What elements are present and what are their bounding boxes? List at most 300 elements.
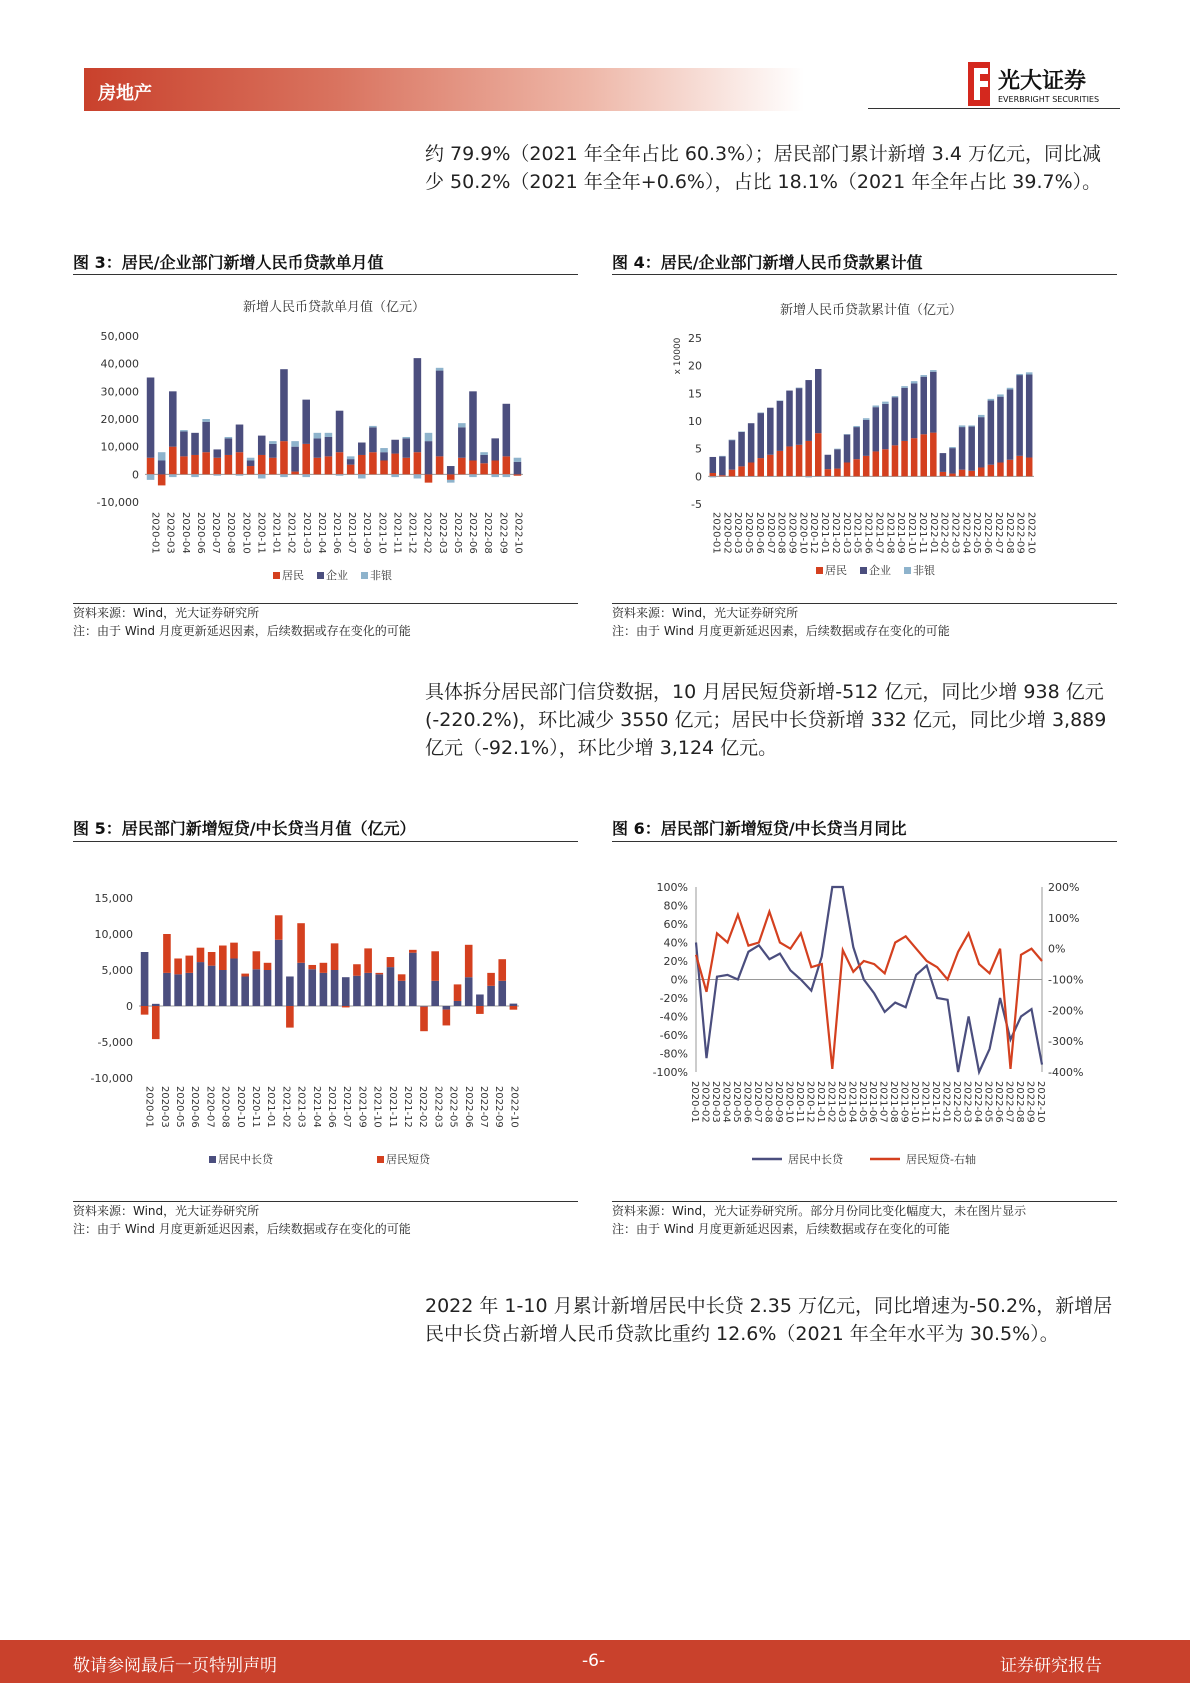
bar-居民-2020-09	[786, 446, 793, 476]
y-tick-label: 0	[126, 1000, 133, 1013]
x-tick-label: 2020-07	[204, 1086, 216, 1128]
bar-居民-2020-11	[805, 441, 812, 476]
bar-居民-2020-04	[738, 466, 745, 476]
bar-居民短贷-2022-02	[420, 1007, 428, 1031]
x-tick-label: 2022-09	[1014, 512, 1026, 554]
legend-label: 居民	[825, 564, 847, 577]
y-tick-label: 20	[688, 359, 702, 373]
x-tick-label: 2020-08	[775, 512, 787, 554]
bar-居民短贷-2022-05	[454, 984, 462, 1001]
x-tick-label: 2021-03	[835, 1081, 847, 1123]
bar-非银-2021-12	[402, 437, 410, 438]
bar-企业-2022-08	[491, 438, 499, 460]
x-tick-label: 2021-07	[873, 512, 885, 554]
bar-非银-2022-10	[514, 458, 522, 462]
bar-居民-2021-11	[920, 434, 927, 476]
x-tick-label: 2022-01	[927, 512, 939, 554]
x-tick-label: 2022-06	[982, 512, 994, 554]
bar-企业-2020-08	[777, 401, 784, 451]
bar-非银-2020-02	[158, 452, 166, 460]
fig4-title: 图 4：居民/企业部门新增人民币贷款累计值	[612, 253, 923, 272]
bar-居民中长贷-2022-07	[476, 994, 484, 1006]
x-tick-label: 2022-06	[993, 1081, 1005, 1123]
paragraph-1-line-2: 少 50.2%（2021 年全年+0.6%），占比 18.1%（2021 年全年占比 39.7%）。	[425, 171, 1102, 193]
bar-非银-2020-09	[786, 476, 793, 477]
bar-居民中长贷-2022-05	[454, 1001, 462, 1006]
bar-居民-2020-11	[258, 455, 266, 474]
x-tick-label: 2022-06	[467, 512, 479, 554]
bar-非银-2020-04	[180, 430, 188, 431]
x-tick-label: 2021-11	[916, 512, 928, 554]
bar-居民-2021-06	[873, 451, 880, 476]
fig6-title: 图 6：居民部门新增短贷/中长贷当月同比	[612, 819, 907, 838]
bar-非银-2020-09	[236, 474, 244, 475]
x-tick-label: 2021-05	[856, 1081, 868, 1123]
bar-非银-2020-08	[225, 437, 233, 438]
legend-label: 企业	[869, 564, 891, 577]
x-tick-label: 2021-10	[371, 1086, 383, 1128]
x-tick-label: 2020-11	[793, 1081, 805, 1123]
x-tick-label: 2021-03	[840, 512, 852, 554]
bar-居民-2020-12	[269, 458, 277, 475]
bar-非银-2022-01	[414, 474, 422, 478]
x-tick-label: 2021-09	[356, 1086, 368, 1128]
bar-非银-2021-10	[911, 381, 918, 383]
x-tick-label: 2021-04	[315, 512, 327, 554]
x-tick-label: 2020-02	[699, 1081, 711, 1123]
fig3-chart	[73, 286, 578, 596]
bar-居民短贷-2020-06	[197, 948, 205, 962]
x-tick-label: 2022-03	[949, 512, 961, 554]
bar-居民-2022-04	[447, 474, 455, 480]
bar-居民-2022-06	[988, 465, 995, 477]
x-tick-label: 2022-06	[462, 1086, 474, 1128]
x-tick-label: 2020-07	[764, 512, 776, 554]
fig3-note: 注：由于 Wind 月度更新延迟因素，后续数据或存在变化的可能	[73, 624, 411, 638]
bar-居民-2020-02	[719, 475, 726, 476]
bar-居民-2021-01	[280, 441, 288, 474]
y-tick-label: -5	[691, 498, 702, 511]
y-tick-label: 10	[688, 415, 702, 428]
footer-report-type: 证券研究报告	[1000, 1656, 1102, 1676]
y-left-tick-label: 100%	[656, 881, 688, 894]
bar-居民-2021-07	[347, 465, 355, 475]
bar-居民短贷-2021-02	[286, 1006, 294, 1028]
bar-非银-2022-08	[491, 474, 499, 477]
bar-企业-2021-03	[302, 400, 310, 444]
y-left-tick-label: -80%	[659, 1047, 688, 1061]
bar-非银-2020-06	[202, 419, 210, 422]
legend-label: 非银	[370, 569, 392, 582]
x-tick-label: 2022-04	[972, 1081, 984, 1123]
section-title: 房地产	[98, 83, 152, 104]
bar-居民中长贷-2021-02	[286, 976, 294, 1006]
y-right-tick-label: 200%	[1048, 881, 1080, 894]
bar-非银-2021-11	[391, 474, 399, 477]
bar-企业-2022-08	[1007, 389, 1014, 459]
legend-swatch-居民短贷	[377, 1156, 384, 1163]
x-tick-label: 2021-12	[406, 512, 418, 554]
legend-swatch-居民中长贷	[209, 1156, 216, 1163]
bar-居民-2020-03	[169, 447, 177, 475]
bar-居民短贷-2021-07	[342, 1006, 350, 1007]
x-tick-label: 2021-10	[909, 1081, 921, 1123]
bar-非银-2022-09	[503, 474, 511, 477]
bar-居民中长贷-2021-11	[387, 967, 395, 1006]
bar-企业-2021-08	[892, 397, 899, 445]
bar-企业-2021-04	[314, 438, 322, 457]
fig3-top-rule	[73, 274, 578, 275]
x-tick-label: 2022-07	[992, 512, 1004, 554]
bar-企业-2020-12	[815, 369, 822, 433]
y-tick-label: 10,000	[94, 928, 133, 941]
x-tick-label: 2020-01	[143, 1086, 155, 1128]
x-tick-label: 2021-11	[386, 1086, 398, 1128]
bar-居民-2021-02	[834, 469, 841, 477]
logo-cn: 光大证券	[998, 69, 1087, 94]
x-tick-label: 2022-10	[508, 1086, 520, 1128]
x-tick-label: 2020-06	[189, 1086, 201, 1128]
bar-居民中长贷-2021-07	[342, 977, 350, 1006]
bar-居民中长贷-2021-03	[297, 963, 305, 1006]
bar-居民中长贷-2022-02	[420, 1006, 428, 1007]
y-unit-label: x 10000	[673, 337, 683, 375]
bar-企业-2021-10	[380, 452, 388, 460]
bar-非银-2022-07	[480, 452, 488, 455]
bar-居民中长贷-2022-06	[465, 977, 473, 1006]
bar-居民-2021-02	[291, 472, 299, 475]
bar-居民-2022-09	[503, 456, 511, 474]
x-tick-label: 2020-12	[804, 1081, 816, 1123]
bar-非银-2021-12	[930, 370, 937, 372]
bar-企业-2020-06	[757, 413, 764, 458]
bar-企业-2022-02	[949, 448, 956, 473]
x-tick-label: 2021-12	[930, 1081, 942, 1123]
bar-非银-2022-02	[949, 447, 956, 448]
fig4-top-rule	[612, 274, 1117, 275]
bar-居民-2021-03	[844, 463, 851, 477]
bar-非银-2021-01	[825, 476, 832, 477]
bar-居民-2022-10	[514, 474, 522, 475]
bar-居民-2021-04	[853, 459, 860, 476]
bar-居民-2020-08	[777, 451, 784, 476]
bar-居民中长贷-2021-01	[275, 940, 283, 1006]
legend-swatch-企业	[317, 572, 324, 579]
x-tick-label: 2022-02	[417, 1086, 429, 1128]
bar-非银-2022-06	[469, 474, 477, 477]
bar-居民-2022-09	[1016, 456, 1023, 476]
y-tick-label: 5	[695, 442, 702, 456]
bar-企业-2021-06	[873, 407, 880, 451]
bar-非银-2022-10	[1026, 372, 1033, 374]
x-tick-label: 2020-04	[179, 512, 191, 554]
bar-非银-2020-10	[247, 458, 255, 461]
y-left-tick-label: 0%	[670, 973, 688, 987]
bar-企业-2020-07	[213, 449, 221, 457]
bar-非银-2022-03	[436, 368, 444, 371]
bar-企业-2022-09	[503, 404, 511, 457]
x-tick-label: 2022-03	[436, 512, 448, 554]
paragraph-2-line-3: 亿元（-92.1%），环比少增 3,124 亿元。	[425, 737, 778, 759]
bar-居民短贷-2020-12	[264, 963, 272, 970]
bar-非银-2021-03	[302, 474, 310, 477]
bar-居民-2021-06	[336, 452, 344, 474]
x-tick-label: 2021-06	[331, 512, 342, 554]
bar-居民-2022-02	[949, 474, 956, 477]
paragraph-2-line-2: (-220.2%)，环比减少 3550 亿元；居民中长贷新增 332 亿元，同比少增 3,889	[425, 709, 1107, 731]
bar-居民-2020-04	[180, 456, 188, 474]
bar-企业-2020-03	[729, 440, 736, 470]
paragraph-3-line-2: 民中长贷占新增人民币贷款比重约 12.6%（2021 年全年水平为 30.5%）。	[425, 1323, 1059, 1345]
y-right-tick-label: -300%	[1048, 1035, 1084, 1049]
x-tick-label: 2021-05	[851, 512, 863, 554]
bar-企业-2020-10	[796, 388, 803, 445]
bar-企业-2021-03	[844, 434, 851, 462]
footer-disclaimer: 敬请参阅最后一页特别声明	[73, 1656, 277, 1676]
x-tick-label: 2020-10	[240, 512, 252, 554]
bar-企业-2021-07	[347, 459, 355, 465]
bar-居民-2020-06	[202, 452, 210, 474]
paragraph-1	[425, 140, 1117, 196]
x-tick-label: 2021-12	[402, 1086, 413, 1128]
y-right-tick-label: 0%	[1048, 942, 1066, 956]
x-tick-label: 2022-10	[1035, 1081, 1046, 1123]
bar-企业-2022-04	[968, 427, 975, 471]
x-tick-label: 2022-05	[451, 512, 463, 554]
bar-企业-2022-01	[414, 358, 422, 452]
bar-企业-2021-11	[920, 377, 927, 435]
x-tick-label: 2020-04	[720, 1081, 732, 1123]
logo-en: EVERBRIGHT SECURITIES	[998, 95, 1100, 104]
fig5-note: 注：由于 Wind 月度更新延迟因素，后续数据或存在变化的可能	[73, 1222, 411, 1236]
bar-居民短贷-2022-06	[465, 945, 473, 977]
bar-居民短贷-2022-07	[476, 1006, 484, 1014]
header-rule	[868, 108, 1120, 109]
bar-居民中长贷-2020-05	[185, 973, 193, 1006]
bar-居民-2021-12	[930, 433, 937, 477]
x-tick-label: 2020-10	[797, 512, 809, 554]
bar-居民-2020-08	[225, 455, 233, 474]
bar-居民短贷-2021-04	[308, 965, 316, 969]
bar-居民短贷-2020-10	[241, 974, 249, 977]
x-tick-label: 2020-03	[158, 1086, 170, 1128]
bar-企业-2021-12	[402, 438, 410, 457]
bar-非银-2020-12	[815, 476, 822, 477]
bar-居民-2021-05	[325, 456, 333, 474]
x-tick-label: 2020-08	[225, 512, 237, 554]
x-tick-label: 2022-07	[1003, 1081, 1015, 1123]
x-tick-label: 2020-09	[786, 512, 798, 554]
bar-居民-2022-06	[469, 461, 477, 475]
y-tick-label: 30,000	[100, 385, 139, 399]
x-tick-label: 2021-10	[906, 512, 918, 554]
bar-企业-2022-07	[480, 455, 488, 463]
bar-企业-2020-07	[767, 408, 774, 455]
bar-非银-2021-07	[347, 456, 355, 459]
y-tick-label: 5,000	[101, 964, 133, 977]
bar-居民中长贷-2021-08	[353, 976, 361, 1006]
x-tick-label: 2021-08	[884, 512, 896, 554]
bar-非银-2021-04	[314, 433, 322, 439]
bar-居民-2021-05	[863, 456, 870, 476]
bar-企业-2020-10	[247, 461, 255, 467]
fig6-top-rule	[612, 841, 1117, 842]
x-tick-label: 2020-07	[210, 512, 222, 554]
x-tick-label: 2022-10	[512, 512, 524, 554]
bar-非银-2021-05	[863, 418, 870, 420]
bar-非银-2020-05	[748, 476, 755, 477]
bar-居民-2022-07	[997, 463, 1004, 477]
fig4-chart	[612, 286, 1117, 596]
legend-swatch-居民	[273, 572, 280, 579]
bar-企业-2021-12	[930, 372, 937, 433]
legend-swatch-非银	[361, 572, 368, 579]
bar-居民中长贷-2021-10	[375, 974, 383, 1006]
fig3-title: 图 3：居民/企业部门新增人民币贷款单月值	[73, 253, 384, 272]
bar-居民中长贷-2021-09	[364, 973, 372, 1006]
bar-居民短贷-2021-05	[320, 963, 328, 973]
x-tick-label: 2022-09	[1024, 1081, 1036, 1123]
bar-居民中长贷-2020-04	[174, 974, 182, 1006]
x-tick-label: 2021-02	[280, 1086, 292, 1128]
bar-居民-2022-08	[1007, 460, 1014, 477]
bar-企业-2020-05	[748, 423, 755, 462]
x-tick-label: 2022-08	[482, 512, 494, 554]
bar-居民短贷-2021-01	[275, 915, 283, 939]
bar-居民-2022-05	[978, 467, 985, 476]
fig4-source: 资料来源：Wind，光大证券研究所	[612, 606, 799, 620]
bar-企业-2022-03	[959, 427, 966, 470]
legend-swatch-企业	[860, 567, 867, 574]
bar-居民中长贷-2020-06	[197, 962, 205, 1006]
page-footer	[0, 1640, 1190, 1683]
bar-企业-2021-01	[825, 455, 832, 469]
x-tick-label: 2022-05	[982, 1081, 994, 1123]
x-tick-label: 2022-09	[493, 1086, 505, 1128]
bar-居民-2022-01	[940, 472, 947, 476]
bar-居民-2021-12	[402, 458, 410, 475]
x-tick-label: 2021-11	[391, 512, 403, 554]
bar-非银-2021-06	[336, 474, 344, 475]
bar-企业-2021-07	[882, 404, 889, 449]
bar-居民短贷-2021-03	[297, 923, 305, 963]
bar-非银-2020-07	[767, 476, 774, 477]
x-tick-label: 2021-08	[888, 1081, 900, 1123]
bar-居民中长贷-2022-08	[487, 986, 495, 1006]
bar-企业-2020-09	[786, 391, 793, 447]
x-tick-label: 2021-01	[270, 512, 282, 554]
fig5-chart	[73, 860, 578, 1170]
bar-居民中长贷-2022-01	[409, 953, 417, 1006]
x-tick-label: 2020-09	[772, 1081, 784, 1123]
bar-企业-2021-09	[369, 427, 377, 452]
x-tick-label: 2021-02	[829, 512, 841, 554]
bar-居民-2022-01	[414, 452, 422, 474]
x-tick-label: 2021-09	[895, 512, 907, 554]
x-tick-label: 2021-06	[862, 512, 874, 554]
bar-非银-2020-07	[213, 474, 221, 475]
bar-非银-2021-09	[901, 386, 908, 388]
bar-非银-2021-08	[892, 396, 899, 397]
x-tick-label: 2020-05	[743, 512, 755, 554]
bar-居民-2021-10	[380, 461, 388, 475]
bar-居民-2020-01	[147, 458, 155, 475]
x-tick-label: 2020-01	[710, 512, 722, 554]
x-tick-label: 2021-02	[285, 512, 297, 554]
paragraph-3	[425, 1292, 1117, 1348]
x-tick-label: 2021-03	[300, 512, 312, 554]
bar-企业-2020-06	[202, 422, 210, 452]
bar-企业-2020-09	[236, 425, 244, 453]
y-tick-label: -5,000	[97, 1036, 133, 1049]
bar-居民中长贷-2020-01	[141, 952, 149, 1006]
bar-居民短贷-2020-02	[152, 1006, 160, 1039]
bar-居民-2021-10	[911, 438, 918, 476]
bar-居民中长贷-2020-11	[253, 969, 261, 1006]
bar-非银-2022-02	[425, 433, 433, 441]
x-tick-label: 2022-02	[938, 512, 950, 554]
bar-非银-2020-03	[729, 440, 736, 441]
bar-企业-2021-04	[853, 427, 860, 459]
x-tick-label: 2020-12	[808, 512, 820, 554]
bar-非银-2021-06	[873, 406, 880, 408]
bar-企业-2021-11	[391, 440, 399, 454]
x-tick-label: 2022-04	[960, 512, 972, 554]
y-tick-label: 50,000	[100, 330, 139, 343]
x-tick-label: 2022-05	[971, 512, 983, 554]
bar-居民短贷-2020-11	[253, 951, 261, 969]
bar-非银-2022-07	[997, 394, 1004, 396]
bar-居民-2022-05	[458, 458, 466, 475]
bar-企业-2020-01	[147, 378, 155, 458]
bar-企业-2020-11	[805, 380, 812, 441]
bar-居民中长贷-2022-10	[510, 1004, 518, 1006]
bar-居民-2020-06	[757, 458, 764, 476]
x-tick-label: 2021-02	[825, 1081, 837, 1123]
bar-居民短贷-2020-03	[163, 934, 171, 973]
x-tick-label: 2020-03	[164, 512, 176, 554]
bar-居民短贷-2020-09	[230, 943, 238, 959]
bar-居民短贷-2021-08	[353, 964, 361, 976]
legend-swatch-居民	[816, 567, 823, 574]
legend-label: 居民中长贷	[788, 1153, 843, 1166]
x-tick-label: 2020-08	[219, 1086, 231, 1128]
bar-非银-2020-11	[258, 474, 266, 478]
bar-非银-2021-03	[844, 434, 851, 435]
bar-居民中长贷-2021-12	[398, 981, 406, 1006]
bar-居民中长贷-2020-08	[219, 970, 227, 1006]
x-tick-label: 2022-02	[951, 1081, 963, 1123]
bar-企业-2021-01	[280, 369, 288, 441]
x-tick-label: 2021-11	[919, 1081, 931, 1123]
bar-非银-2020-06	[757, 413, 764, 414]
y-left-tick-label: 80%	[663, 899, 688, 913]
bar-企业-2020-12	[269, 444, 277, 458]
bar-居民-2020-05	[748, 463, 755, 477]
bar-企业-2021-09	[901, 388, 908, 441]
x-tick-label: 2021-07	[341, 1086, 353, 1128]
bar-非银-2022-04	[447, 480, 455, 483]
bar-企业-2022-10	[514, 462, 522, 474]
bar-企业-2022-06	[988, 401, 995, 465]
bar-企业-2021-05	[863, 420, 870, 456]
bar-非银-2020-05	[191, 474, 199, 477]
bar-居民短贷-2021-11	[387, 957, 395, 967]
bar-居民-2021-01	[825, 469, 832, 476]
bar-居民中长贷-2020-07	[208, 966, 216, 1006]
bar-居民-2021-09	[369, 452, 377, 474]
fig5-source: 资料来源：Wind，光大证券研究所	[73, 1204, 260, 1218]
